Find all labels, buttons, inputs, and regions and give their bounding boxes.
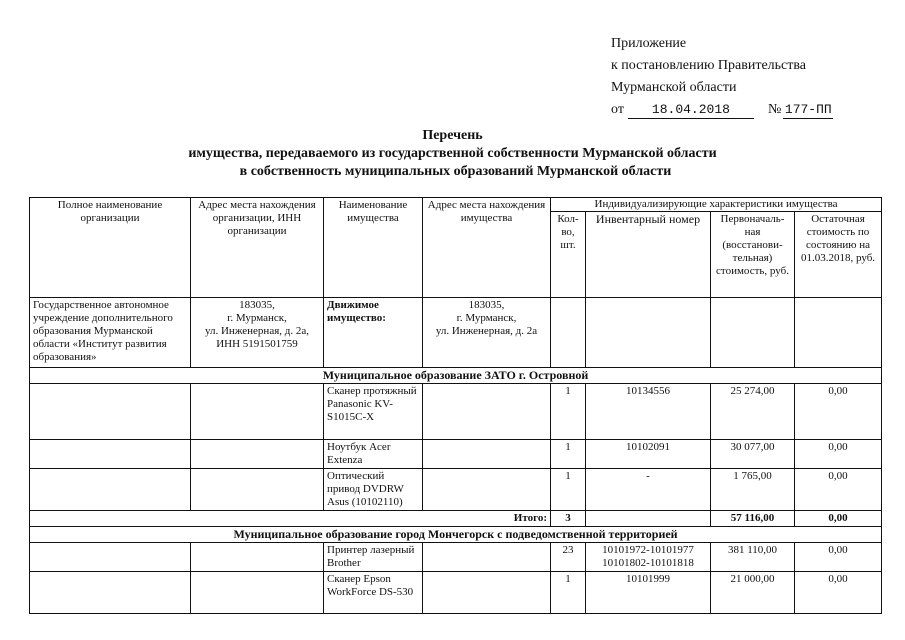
item-inventory: 10102091 bbox=[586, 440, 711, 469]
empty-cell bbox=[551, 298, 586, 368]
appendix-line-1: Приложение bbox=[611, 36, 687, 51]
section-title: Муниципальное образование город Мончегорск с подведомственной территорией bbox=[30, 527, 882, 543]
item-residual-cost: 0,00 bbox=[795, 384, 882, 440]
org-inn: ИНН 5191501759 bbox=[216, 338, 298, 350]
item-initial-cost: 25 274,00 bbox=[711, 384, 795, 440]
table-row bbox=[30, 572, 882, 614]
empty-cell bbox=[586, 298, 711, 368]
empty-cell bbox=[711, 298, 795, 368]
property-address-line-3: ул. Инженерная, д. 2а bbox=[435, 325, 538, 337]
item-qty: 1 bbox=[551, 469, 586, 511]
empty-cell bbox=[423, 440, 551, 469]
item-qty: 23 bbox=[551, 543, 586, 572]
property-address-line-2: г. Мурманск, bbox=[456, 312, 517, 324]
property-table bbox=[29, 197, 882, 614]
total-residual-cost: 0,00 bbox=[795, 511, 882, 527]
total-qty: 3 bbox=[551, 511, 586, 527]
table-row bbox=[30, 543, 882, 572]
document-title bbox=[0, 127, 905, 181]
item-inventory: - bbox=[586, 469, 711, 511]
item-name: Сканер протяжный Panasonic KV-S1015C-X bbox=[324, 384, 423, 440]
org-address bbox=[191, 298, 324, 368]
item-residual-cost: 0,00 bbox=[795, 440, 882, 469]
item-name: Оптический привод DVDRW Asus (10102110) bbox=[324, 469, 423, 511]
empty-cell bbox=[423, 543, 551, 572]
item-initial-cost: 1 765,00 bbox=[711, 469, 795, 511]
item-inventory bbox=[586, 572, 711, 614]
empty-cell bbox=[30, 384, 191, 440]
decree-number: 177-ПП bbox=[784, 102, 832, 117]
table-row bbox=[30, 440, 882, 469]
org-name: Государственное автономное учреждение дополнительного образования Мурманской области «Институт развития образования» bbox=[30, 298, 191, 368]
empty-cell bbox=[795, 298, 882, 368]
inventory-range-2: 10101802-10101818 bbox=[602, 557, 694, 569]
header-characteristics-group: Индивидуализирующие характеристики имущества bbox=[551, 198, 882, 212]
header-property-name: Наименование имущества bbox=[324, 198, 423, 298]
empty-cell bbox=[191, 572, 324, 614]
decree-date: 18.04.2018 bbox=[628, 102, 754, 119]
table-row bbox=[30, 384, 882, 440]
org-row bbox=[30, 298, 882, 368]
appendix-line-3: Мурманской области bbox=[611, 80, 737, 95]
empty-cell bbox=[30, 469, 191, 511]
item-qty: 1 bbox=[551, 440, 586, 469]
item-qty: 1 bbox=[551, 384, 586, 440]
item-qty: 1 bbox=[551, 572, 586, 614]
empty-cell bbox=[423, 469, 551, 511]
header-inventory: Инвентарный номер bbox=[586, 212, 711, 298]
empty-cell bbox=[191, 384, 324, 440]
item-inventory: 10134556 bbox=[586, 384, 711, 440]
item-inventory bbox=[586, 543, 711, 572]
number-label: № bbox=[767, 102, 782, 117]
empty-cell bbox=[30, 543, 191, 572]
appendix-date-line bbox=[611, 99, 833, 121]
section-header-row bbox=[30, 527, 882, 543]
header-property-address: Адрес места нахождения имущества bbox=[423, 198, 551, 298]
empty-cell bbox=[586, 511, 711, 527]
header-org-name: Полное наименование организации bbox=[30, 198, 191, 298]
item-initial-cost: 21 000,00 bbox=[711, 572, 795, 614]
inventory-range-1: 10101999 bbox=[626, 573, 670, 585]
title-line-1: Перечень bbox=[422, 128, 483, 143]
item-name: Принтер лазерный Brother bbox=[324, 543, 423, 572]
header-org-address: Адрес места нахождения организации, ИНН организации bbox=[191, 198, 324, 298]
property-address bbox=[423, 298, 551, 368]
appendix-block bbox=[611, 33, 833, 121]
empty-cell bbox=[30, 572, 191, 614]
appendix-line-2: к постановлению Правительства bbox=[611, 58, 807, 73]
from-label: от bbox=[611, 102, 624, 117]
empty-cell bbox=[423, 572, 551, 614]
total-initial-cost: 57 116,00 bbox=[711, 511, 795, 527]
org-address-line-1: 183035, bbox=[239, 299, 275, 311]
inventory-range-1: 10101972-10101977 bbox=[602, 544, 694, 556]
item-initial-cost: 381 110,00 bbox=[711, 543, 795, 572]
item-name: Ноутбук Acer Extenza bbox=[324, 440, 423, 469]
property-address-line-1: 183035, bbox=[468, 299, 505, 311]
total-label: Итого: bbox=[30, 511, 551, 527]
org-address-line-3: ул. Инженерная, д. 2а, bbox=[204, 325, 309, 337]
item-residual-cost: 0,00 bbox=[795, 469, 882, 511]
title-line-3: в собственность муниципальных образований Мурманской области bbox=[239, 164, 672, 179]
property-type: Движимое имущество: bbox=[324, 298, 423, 368]
empty-cell bbox=[191, 469, 324, 511]
total-row bbox=[30, 511, 882, 527]
header-qty: Кол-во, шт. bbox=[551, 212, 586, 298]
empty-cell bbox=[423, 384, 551, 440]
header-row-1 bbox=[30, 198, 882, 212]
org-address-line-2: г. Мурманск, bbox=[227, 312, 287, 324]
table-row bbox=[30, 469, 882, 511]
empty-cell bbox=[30, 440, 191, 469]
header-residual-cost: Остаточная стоимость по состоянию на 01.03.2018, руб. bbox=[795, 212, 882, 298]
item-residual-cost: 0,00 bbox=[795, 572, 882, 614]
header-initial-cost: Первоначаль-ная (восстанови-тельная) стоимость, руб. bbox=[711, 212, 795, 298]
empty-cell bbox=[191, 543, 324, 572]
item-initial-cost: 30 077,00 bbox=[711, 440, 795, 469]
title-line-2: имущества, передаваемого из государственной собственности Мурманской области bbox=[188, 146, 717, 161]
empty-cell bbox=[191, 440, 324, 469]
section-title: Муниципальное образование ЗАТО г. Островной bbox=[30, 368, 882, 384]
section-header-row bbox=[30, 368, 882, 384]
item-residual-cost: 0,00 bbox=[795, 543, 882, 572]
item-name: Сканер Epson WorkForce DS-530 bbox=[324, 572, 423, 614]
